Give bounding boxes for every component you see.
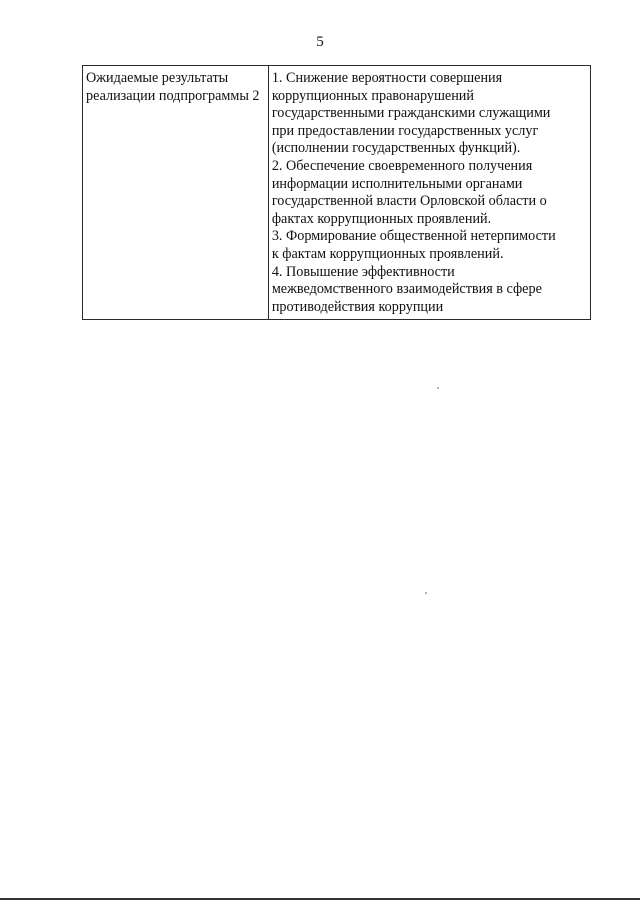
result-line: государственной власти Орловской области о	[271, 193, 547, 210]
result-line: 4. Повышение эффективности	[271, 263, 455, 280]
page-number: 5	[316, 34, 324, 50]
result-line: фактах коррупционных проявлений.	[271, 210, 492, 227]
result-line: межведомственного взаимодействия в сфере	[271, 281, 542, 298]
result-line: государственными гражданскими служащими	[271, 105, 551, 122]
table-row	[83, 66, 591, 320]
result-line: при предоставлении государственных услуг	[271, 122, 539, 139]
results-cell	[268, 66, 590, 320]
results-table	[82, 65, 591, 320]
label-cell	[83, 66, 269, 320]
result-line: противодействия коррупции	[271, 298, 444, 315]
scan-edge-line	[0, 898, 640, 900]
scan-speck	[425, 592, 427, 594]
result-line: к фактам коррупционных проявлений.	[271, 245, 504, 262]
result-line: 1. Снижение вероятности совершения	[271, 70, 503, 86]
scan-speck	[437, 387, 439, 389]
result-line: (исполнении государственных функций).	[271, 140, 521, 157]
result-line: коррупционных правонарушений	[271, 87, 474, 104]
result-line: 3. Формирование общественной нетерпимости	[271, 228, 556, 245]
result-line: 2. Обеспечение своевременного получения	[271, 157, 533, 174]
label-line: Ожидаемые результаты	[86, 70, 229, 86]
result-line: информации исполнительными органами	[271, 175, 523, 192]
label-line: реализации подпрограммы 2	[86, 87, 260, 104]
